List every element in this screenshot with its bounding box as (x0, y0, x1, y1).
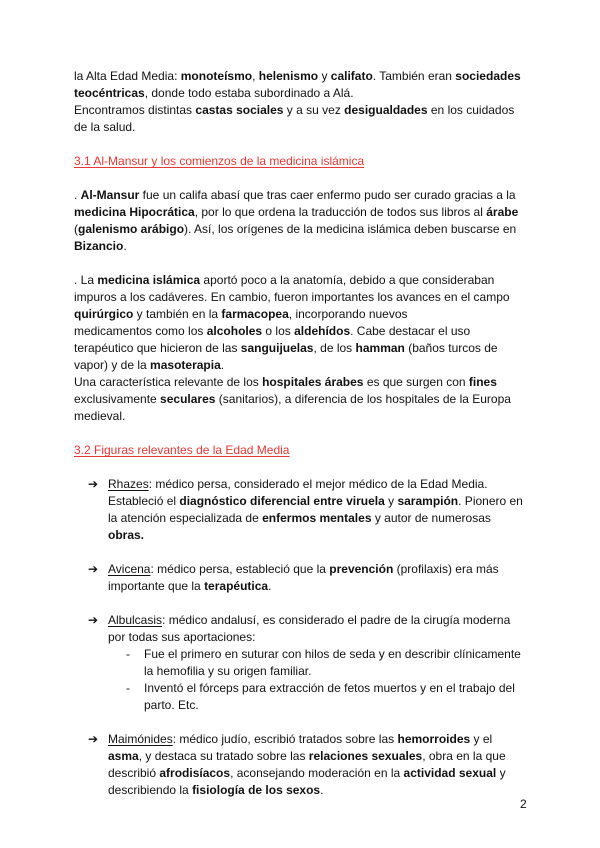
figure-name: Maimónides (108, 732, 173, 746)
arrow-bullet-icon: ➔ (88, 477, 99, 491)
list-item-avicena: ➔ Avicena: médico persa, estableció que la prevención (profilaxis) era más importante que la terapéutica. (88, 562, 499, 593)
text-line: . La medicina islámica aportó poco a la anatomía, debido a que consideraban (74, 273, 495, 287)
page-number: 2 (520, 797, 527, 811)
arrow-bullet-icon: ➔ (88, 613, 99, 627)
list-item-maimonides: ➔ Maimónides: médico judío, escribió tratados sobre las hemorroides y el asma, y destaca su tratado sobre las relaciones sexuales, obra en la que describió afrodisíacos, aconsejando moderación en la actividad sexual y describiendo la fisiología de los sexos. (88, 732, 506, 797)
text-line: quirúrgico y también en la farmacopea, incorporando nuevos (74, 307, 408, 321)
text-line: impuros a los cadáveres. En cambio, fueron importantes los avances en el campo (74, 290, 510, 304)
section-heading-3-2[interactable]: 3.2 Figuras relevantes de la Edad Media (74, 443, 290, 457)
text-line: Bizancio. (74, 239, 127, 253)
list-item-rhazes: ➔ Rhazes: médico persa, considerado el mejor médico de la Edad Media. Estableció el diagnóstico diferencial entre viruela y sarampión. Pionero en la atención especializada de enfermos mentales y autor de numerosas obras. (88, 477, 523, 542)
text-line: medicamentos como los alcoholes o los aldehídos. Cabe destacar el uso (74, 324, 471, 338)
text-line: exclusivamente seculares (sanitarios), a diferencia de los hospitales de la Europa (74, 392, 511, 406)
list-item-albulcasis: ➔ Albulcasis: médico andalusí, es considerado el padre de la cirugía moderna por todas sus aportaciones: - Fue el primero en suturar con hilos de seda y en describir clínicamente la hemofilia y su origen familiar. - Inventó el fórceps para extracción de fetos muertos y en el trabajo del parto. Etc. (74, 612, 534, 714)
text-line: terapéutico que hicieron de las sanguijuelas, de los hamman (baños turcos de (74, 341, 498, 355)
sub-list-item: - Inventó el fórceps para extracción de fetos muertos y en el trabajo del parto. Etc. (126, 681, 515, 712)
text-line: (galenismo arábigo). Así, los orígenes de la medicina islámica deben buscarse en (74, 222, 517, 236)
figure-name: Albulcasis (108, 613, 163, 627)
text-line: Una característica relevante de los hospitales árabes es que surgen con fines (74, 375, 497, 389)
intro-paragraph (74, 68, 534, 136)
text-line: medieval. (74, 409, 126, 423)
dash-bullet-icon: - (126, 647, 130, 661)
text-line: la Alta Edad Media: monoteísmo, helenismo y califato. También eran sociedades (74, 69, 521, 83)
sub-list-item: - Fue el primero en suturar con hilos de seda y en describir clínicamente la hemofilia y su origen familiar. (126, 647, 521, 678)
arrow-bullet-icon: ➔ (88, 732, 99, 746)
dash-bullet-icon: - (126, 681, 130, 695)
text-line: . Al-Mansur fue un califa abasí que tras caer enfermo pudo ser curado gracias a la (74, 188, 516, 202)
text-line: Encontramos distintas castas sociales y a su vez desigualdades en los cuidados (74, 103, 515, 117)
sub-list (108, 646, 534, 714)
arrow-bullet-icon: ➔ (88, 562, 99, 576)
figure-name: Rhazes (108, 477, 149, 491)
figure-name: Avicena (108, 562, 151, 576)
document-page (74, 68, 534, 799)
al-mansur-paragraph (74, 187, 534, 255)
text-line: teocéntricas, donde todo estaba subordinado a Alá. (74, 86, 354, 100)
text-line: vapor) y de la masoterapia. (74, 358, 225, 372)
text-line: de la salud. (74, 120, 136, 134)
figures-list (74, 476, 534, 799)
section-heading-3-1[interactable]: 3.1 Al-Mansur y los comienzos de la medicina islámica (74, 154, 365, 168)
medicina-islamica-paragraph (74, 272, 534, 425)
text-line: medicina Hipocrática, por lo que ordena la traducción de todos sus libros al árabe (74, 205, 519, 219)
